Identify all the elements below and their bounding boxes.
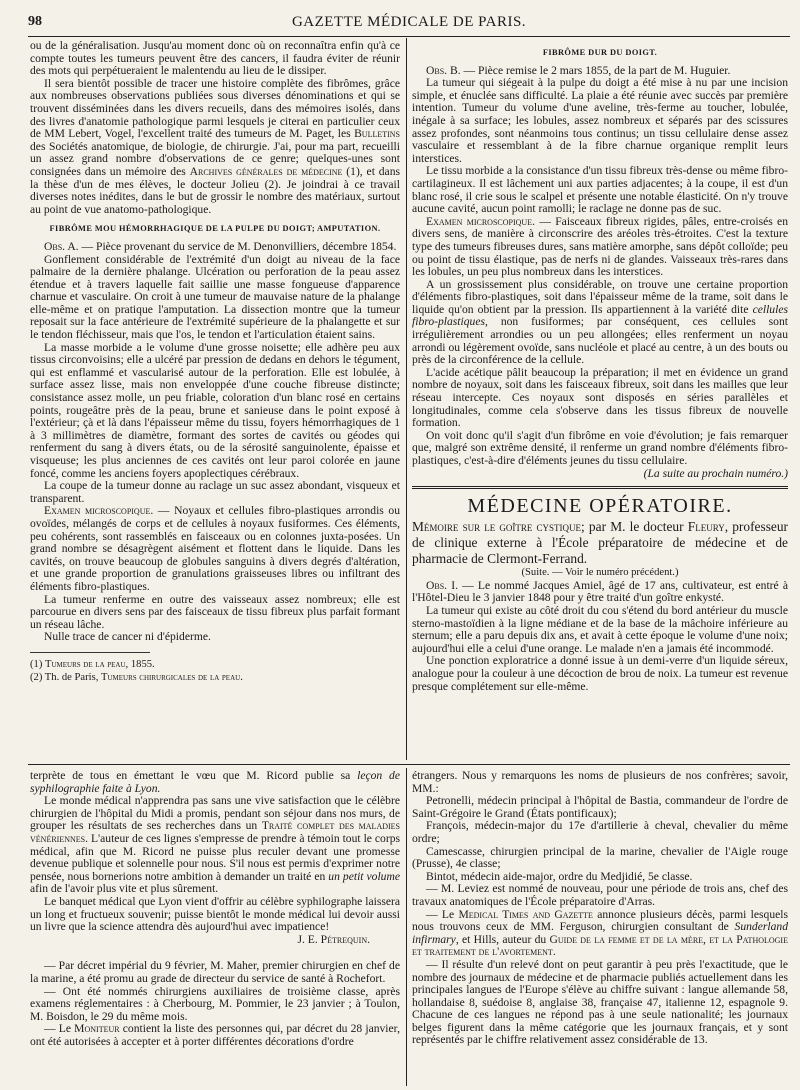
text-run: A un grossissement plus considérable, on trouve une certaine proportion d'éléments fibro-plastiques, soit dans l'épaisseur même de la trame, soit dans le liquide qu'on obtient par la pression. Ils appartiennent à la variété dite <box>412 277 788 316</box>
text-run: un petit volume <box>328 869 400 883</box>
paragraph <box>30 795 400 896</box>
news-item <box>30 1023 400 1048</box>
paragraph: Le banquet médical que Lyon vient d'offrir au célèbre syphilographe laissera un long et fructueux souvenir; puisse bientôt le monde médical lui devoir aussi un livre que la science attendra dès aujourd'hui avec impatience! <box>30 894 400 934</box>
paragraph: La coupe de la tumeur donne au raclage un suc assez abondant, visqueux et transparent. <box>30 479 400 505</box>
text-run: Fleury <box>687 519 725 535</box>
section-heading: FIBRÔME MOU HÉMORRHAGIQUE DE LA PULPE DU DOIGT; AMPUTATION. <box>49 224 381 234</box>
text-run: (1) <box>30 658 43 670</box>
journal-title: GAZETTE MÉDICALE DE PARIS. <box>291 14 527 30</box>
section-heading: FIBRÔME DUR DU DOIGT. <box>542 48 658 57</box>
text-run: Guide de la femme et de la mère, et la Pathologie et traitement de l'avortement <box>412 932 788 959</box>
text-run: Obs. I. <box>426 578 458 592</box>
text-run: — Faisceaux fibreux rigides, pâles, entre-croisés en divers sens, de manière à circonscrire des aréoles très-étroites. C'est la texture type des tumeurs fibreuses dures, sans matière amorphe, sans dépôt colloïde; peu ou point de tissu élastique, pas de nerfs ni de glandes. Vaisseaux très-rares dans les lobules, un peu plus nombreux dans les interstices. <box>412 214 788 279</box>
column-divider <box>406 38 407 760</box>
text-run: , non fusiformes; par conséquent, ces cellules sont irrégulièrement arrondies ou un peu allongées; elles renferment un noyau arrondi ou légèrement ovoïde, sans nucléole et placé au centre, à un des bouts ou près de la circonférence de la cellule. <box>412 315 788 367</box>
paragraph: Une ponction exploratrice a donné issue à un demi-verre d'un liquide séreux, analogue pour la couleur à une décoction de brou de noix. La tumeur est revenue presque complétement sur elle-même. <box>412 654 788 693</box>
text-run: Tumeurs de la peau <box>45 658 126 670</box>
paragraph <box>412 279 788 367</box>
observation-heading <box>412 580 788 605</box>
text-run: , 1855. <box>125 658 155 670</box>
text-run: terprète de tous en émettant le vœu que M. Ricord publie sa <box>30 770 351 782</box>
paragraph: ou de la généralisation. Jusqu'au moment donc où on reconnaîtra enfin qu'à ce compte toutes les tumeurs peuvent être des cancers, il faudra éviter de réunir des mots qui perpétueraient le malentendu au lieu de le dissiper. <box>30 40 400 78</box>
text-run: contient la liste des personnes qui, par décret du 28 janvier, ont été autorisées à accepter et à porter différentes décorations d'ordre <box>30 1022 400 1048</box>
section-title: MÉDECINE OPÉRATOIRE. <box>467 495 733 518</box>
text-run: Archives générales de médecine <box>189 164 343 178</box>
paragraph: La masse morbide a le volume d'une grosse noisette; elle adhère peu aux tissus circonvoisins; elle a ulcéré par pression de dedans en dehors le tégument, qui est enflammé et vascularisé autour de la perforation. Elle est lobulée, à surface assez lisse, mais non enveloppée d'une couche fibreuse distincte; consistance assez molle, un peu friable, coloration d'un blanc rosé en certains points, rougeâtre près de la peau, brune et sanieuse dans le point exposé à l'extérieur; çà et là dans l'épaisseur même du tissu, foyers hémorrhagiques de 1 à 3 millimètres de diamètre, formant des sortes de cavités ou géodes qui renferment du sang à divers états, ou de la sérosité sanguinolente, épaisse et visqueuse; les plus anciennes de ces cavités ont leur paroi colorée en jaune foncé, comme les anciens foyers apoplectiques cérébraux. <box>30 340 400 480</box>
paragraph: La tumeur qui siégeait à la pulpe du doigt a été mise à nu par une incision simple, et énuclée sans difficulté. La plaie a été réunie avec succès par première intention. Tumeur du volume d'une aveline, très-ferme au toucher, lobulée, inégale à sa surface; les lobules, assez nombreux et séparés par des scissures assez profondes, sont néanmoins tous continus; un tissu cellulaire dense assez vasculaire et ressemblant à de la fibre charnue organique remplit leurs interstices. <box>412 76 788 165</box>
signature: J. E. Pétrequin. <box>297 932 370 946</box>
paragraph <box>30 78 400 217</box>
left-column <box>30 40 400 758</box>
right-column <box>412 40 788 758</box>
paragraph: étrangers. Nous y remarquons les noms de plusieurs de nos confrères; savoir, MM.: <box>412 770 788 795</box>
paragraph: Gonflement considérable de l'extrémité d'un doigt au niveau de la face palmaire de la dernière phalange. Ulcération ou perforation de la peau assez étendue et à travers laquelle fait saillie une masse fongueuse d'apparence charnue et vasculaire. On croit à une tumeur de mauvaise nature de la phalange elle-même et on pratique l'amputation. La dissection montre que la tumeur reposait sur la face antérieure de l'extrémité supérieure de la phalangette et sur le tendon fléchisseur, mais que l'os, le tendon et l'articulation étaient sains. <box>30 252 400 342</box>
text-run: Moniteur <box>74 1022 120 1036</box>
text-run: Mémoire sur le goître cystique <box>412 519 582 535</box>
text-run: Medical Times and Gazette <box>458 907 593 921</box>
text-run: — Le <box>426 907 455 921</box>
text-run: . <box>552 945 556 959</box>
text-run: ; par M. le docteur <box>581 519 684 535</box>
paragraph: La tumeur renferme en outre des vaisseaux assez nombreux; elle est parcourue en divers sens par des faisceaux de tissu fibreux plus parfait formant un réseau lâche. <box>30 592 400 631</box>
text-run: Examen microscopique. <box>426 214 535 228</box>
continued-note: (La suite au prochain numéro.) <box>643 466 788 480</box>
text-run: cellules fibro-plastiques <box>412 302 788 329</box>
text-run: — Pièce provenant du service de M. Denonvilliers, décembre 1854. <box>81 239 397 253</box>
fold-rule <box>28 764 790 765</box>
list-item: François, médecin-major du 17e d'artillerie à cheval, chevalier du même ordre; <box>412 819 788 845</box>
text-run: — Pièce remise le 2 mars 1855, de la part de M. Huguier. <box>463 63 731 77</box>
continued-note: (Suite. — Voir le numéro précédent.) <box>521 567 679 579</box>
text-run: — Noyaux et cellules fibro-plastiques arrondis ou ovoïdes, mélangés de corps et de cellules à noyaux fusiformes. Ces éléments, peu cohérents, sont rassemblés en faisceaux ou en colonnes juxta-posées. Un grand nombre se désagrègent aisément et flottent dans le liquide. Dans les cavités, on trouve beaucoup de globules sanguins à divers degrés d'altération, et une grande proportion de granulations graisseuses libres ou infiltrant des éléments fibro-plastiques. <box>30 504 400 593</box>
paragraph: Nulle trace de cancer ni d'épiderme. <box>44 630 211 644</box>
text-run: annonce plusieurs décès, parmi lesquels nous trouvons ceux de MM. Ferguson, chirurgien consultant de <box>412 907 788 934</box>
footnote-rule <box>30 652 150 653</box>
footnote <box>30 658 400 671</box>
text-run: — Le <box>44 1022 71 1036</box>
news-item <box>412 909 788 959</box>
list-item: Bintot, médecin aide-major, ordre du Medjidié, 5e classe. <box>426 869 693 883</box>
text-run: Tumeurs chirurgicales de la peau. <box>101 671 243 683</box>
text-run: Obs. A. <box>44 239 79 253</box>
text-run: — Le nommé Jacques Amiel, âgé de 17 ans, cultivateur, est entré à l'Hôtel-Dieu le 3 janvier 1848 pour y être traité d'un goître enkysté. <box>412 578 788 605</box>
text-run: , et Hills, auteur du <box>455 932 547 946</box>
text-run: . L'auteur de ces lignes s'empresse de prendre à témoin tout le corps médical, afin que M. Ricord ne puisse plus reculer devant une promesse devenue publique et solennelle pour nous. S'il nous est permis d'exprimer notre pensée, nous bornerions notre ambition à demander un traité en <box>30 831 400 883</box>
page-header <box>28 10 790 34</box>
news-item: — Il résulte d'un relevé dont on peut garantir à peu près l'exactitude, que le nombre des journaux de médecine et de pharmacie publiés actuellement dans les principales langues de l'Europe s'élève au chiffre suivant : langue allemande 58, hollandaise 8, suédoise 8, anglaise 38, française 47, italienne 12, espagnole 9. Chacune de ces langues ne répond pas à une seule nationalité; les journaux belges figurent dans la même catégorie que les journaux français, et y sont représentés par le chiffre relativement assez considérable de 13. <box>412 957 788 1047</box>
text-run: Bulletins <box>354 127 400 141</box>
text-run: Il sera bientôt possible de tracer une histoire complète des fibrômes, grâce aux nombreuses observations publiées sous diverses dénominations et qui se trouvent disséminées dans les divers recueils, dans des mémoires isolés, dans des livres d'anatomie pathologique parmi lesquels je citerai en particulier ceux de MM Lebert, Vogel, l'excellent traité des tumeurs de M. Paget, les <box>30 76 400 141</box>
section-rule <box>412 486 788 489</box>
paragraph <box>30 505 400 593</box>
article-title <box>412 519 788 567</box>
bottom-left-column <box>30 770 400 1084</box>
news-item: — Ont été nommés chirurgiens auxiliaires de troisième classe, après examens réglementaires : à Cherbourg, M. Pommier, le 23 janvier ; à Toulon, M. Boisdon, le 29 du même mois. <box>30 984 400 1023</box>
text-run: Traité complet des maladies vénériennes <box>30 819 400 845</box>
paragraph: On voit donc qu'il s'agit d'un fibrôme en voie d'évolution; je fais remarquer que, malgré son extrême densité, il renferme un grand nombre d'éléments fibro-plastiques, c'est-à-dire d'éléments jeunes du tissu cellulaire. <box>412 428 788 467</box>
text-run: Le monde médical n'apprendra pas sans une vive satisfaction que le célèbre chirurgien de l'hôpital du Midi a promis, pendant son séjour dans nos murs, de grouper les résultats de ses recherches dans un <box>30 794 400 833</box>
text-run: Examen microscopique. <box>44 504 154 518</box>
spacer <box>30 946 400 960</box>
text-run: afin de l'avoir plus vite et plus sûrement. <box>30 882 219 896</box>
text-run: des Sociétés anatomique, de biologie, de chirurgie. J'ai, pour ma part, recueilli un assez grand nombre d'observations de ce genre; quelques-unes sont consignées dans un mémoire des <box>30 139 400 178</box>
header-rule <box>28 36 790 37</box>
text-run: (1), et dans la thèse d'un de mes élèves, le docteur Jolieu (2). Je joindrai à ce travail diverses notes inédites, dans le but de grossir le nombre des matériaux, surtout au point de vue anatomo-pathologique. <box>30 164 400 216</box>
paragraph: Le tissu morbide a la consistance d'un tissu fibreux très-dense ou même fibro-cartilagineux. Il est lâchement uni aux parties adjacentes; à la coupe, il est d'un blanc rosé, il crie sous le scalpel et présente une notable élasticité. On n'y trouve aucune cavité, aucun point ramolli; le raclage ne donne pas de suc. <box>412 164 788 216</box>
list-item: Camescasse, chirurgien principal de la marine, chevalier de l'Aigle rouge (Prusse), 4e classe; <box>412 844 788 871</box>
page-number: 98 <box>28 14 42 29</box>
column-divider <box>406 768 407 1086</box>
list-item: Petronelli, médecin principal à l'hôpital de Bastia, commandeur de l'ordre de Saint-Grégoire le Grand (États pontificaux); <box>412 794 788 820</box>
text-run: leçon de syphilographie faite à Lyon. <box>30 770 400 795</box>
bottom-right-column <box>412 770 788 1084</box>
text-run: (2) Th. de Paris, <box>30 671 99 683</box>
text-run: Obs. B. <box>426 63 461 77</box>
observation-heading <box>30 241 400 254</box>
text-run: Sunderland infirmary <box>412 920 788 946</box>
footnote <box>30 671 400 684</box>
text-run: , professeur de clinique externe à l'École préparatoire de médecine et de pharmacie de Clermont-Ferrand. <box>412 519 788 567</box>
news-item: — M. Leviez est nommé de nouveau, pour une période de trois ans, chef des travaux anatomiques de l'École préparatoire d'Arras. <box>412 882 788 908</box>
paragraph: L'acide acétique pâlit beaucoup la préparation; il met en évidence un grand nombre de noyaux, soit dans les faisceaux fibreux, soit dans les mailles que leur réseau intercepte. Ces noyaux sont disposés en séries parallèles et longitudinales, comme cela s'observe dans les tissus fibreux de nouvelle formation. <box>412 365 788 430</box>
paragraph: La tumeur qui existe au côté droit du cou s'étend du bord antérieur du muscle sterno-mastoïdien à la ligne médiane et de la base de la mâchoire inférieure au sternum; elle a paru depuis dix ans, et avait à cette époque le volume d'une noix; aujourd'hui elle a celui d'une orange. Le malade n'en a jamais été incommodé. <box>412 603 788 655</box>
news-item: — Par décret impérial du 9 février, M. Maher, premier chirurgien en chef de la marine, a été promu au grade de directeur du service de santé à Rochefort. <box>30 959 400 985</box>
paragraph <box>412 216 788 279</box>
paragraph <box>30 770 400 795</box>
